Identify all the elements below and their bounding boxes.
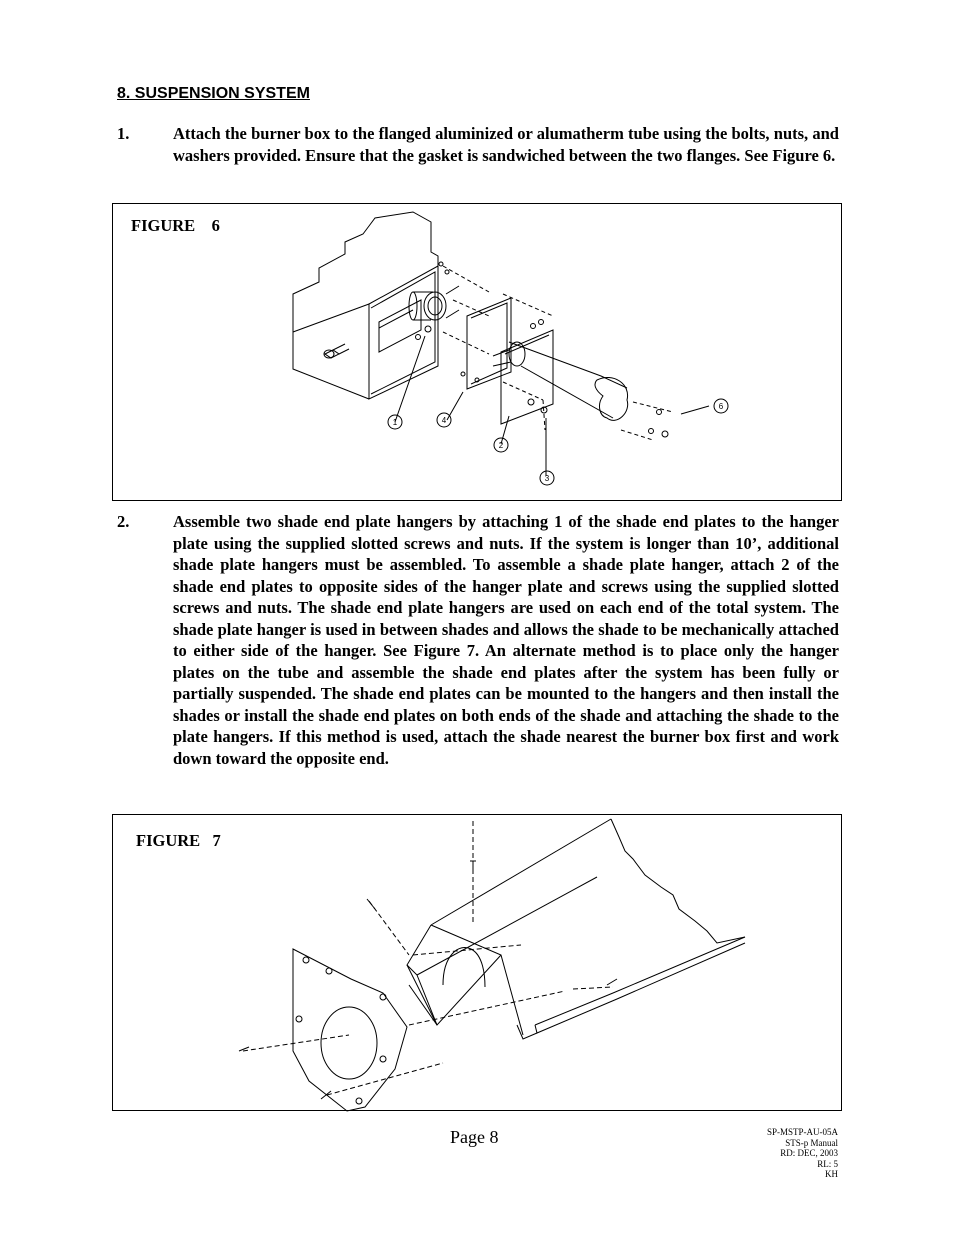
figure-label-word: FIGURE xyxy=(131,216,196,235)
step-number: 1. xyxy=(117,124,130,143)
callout-4: 4 xyxy=(441,416,447,425)
callout-2: 2 xyxy=(498,441,504,450)
section-heading: 8. SUSPENSION SYSTEM xyxy=(117,85,310,102)
page-number: Page 8 xyxy=(450,1127,499,1147)
callout-3: 3 xyxy=(544,474,550,483)
figure-label-number: 6 xyxy=(211,216,220,235)
callout-1: 1 xyxy=(392,418,398,427)
callout-6: 6 xyxy=(718,402,724,411)
revision-date: RD: DEC, 2003 xyxy=(780,1148,838,1158)
step-text: Attach the burner box to the flanged aluminized or alumatherm tube using the bolts, nuts, and washers provided. Ensure that the gasket is sandwiched between the two flanges. See Figure 6. xyxy=(173,124,839,165)
revision-level: RL: 5 xyxy=(817,1158,838,1169)
burner-box-exploded-diagram xyxy=(113,204,843,502)
step-text: Assemble two shade end plate hangers by attaching 1 of the shade end plates to the hanger plate using the supplied slotted screws and nuts. If the system is longer than 10’, additional shade plate hangers must be assembled. To assemble a shade plate hanger, attach 2 of the shade end plates to opposite sides of the hanger plate and screws using the supplied slotted screws and nuts. The shade end plate hangers are used on each end of the total system. The shade plate hanger is used in between shades and allows the shade to be mechanically attached to either side of the hanger. See Figure 7. An alternate method is to place only the hanger plates on the tube and assemble the shade end plates after the system has been fully or partially suspended. The shade end plates can be mounted to the hangers and then install the shades or install the shade end plates on both ends of the shade and attaching the shade to the plate hangers. If this method is used, attach the shade nearest the burner box first and work down toward the opposite end. xyxy=(173,512,839,768)
shade-end-plate-diagram xyxy=(113,815,843,1112)
document-revision-info xyxy=(767,1127,838,1180)
figure-label-number: 7 xyxy=(212,831,221,850)
step-number: 2. xyxy=(117,512,130,531)
figure-label-word: FIGURE xyxy=(136,831,201,850)
author-initials: KH xyxy=(825,1169,838,1179)
figure-6-box xyxy=(112,203,842,501)
doc-id: SP-MSTP-AU-05A xyxy=(766,1127,838,1137)
manual-name: STS-p Manual xyxy=(785,1137,838,1148)
figure-7-box xyxy=(112,814,842,1111)
